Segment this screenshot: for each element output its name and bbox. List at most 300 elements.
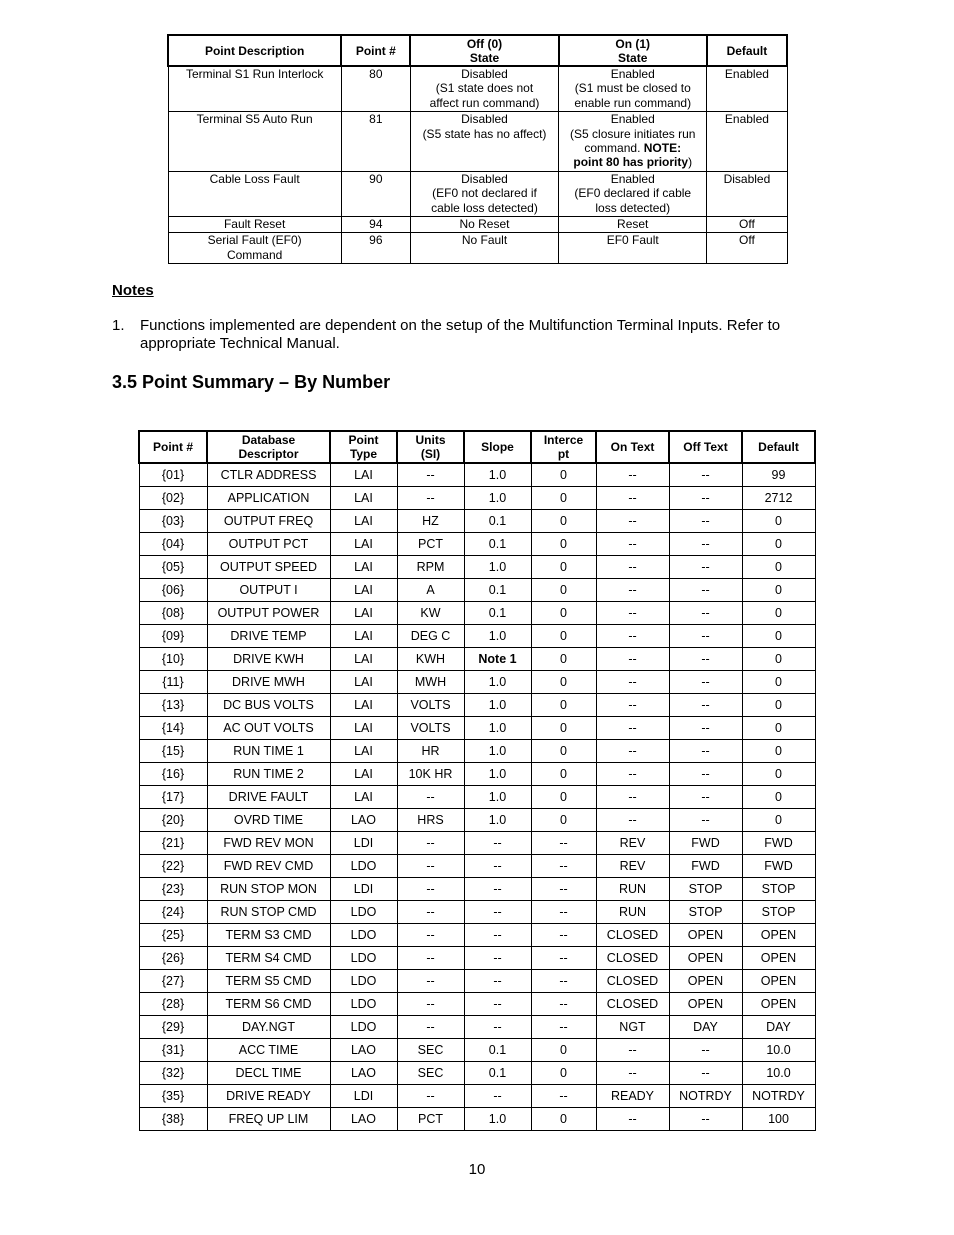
point-type-cell: LAI	[330, 510, 397, 533]
point-number-cell: {21}	[139, 832, 207, 855]
slope-cell: --	[464, 924, 531, 947]
slope-cell: 1.0	[464, 556, 531, 579]
point-number-cell: 80	[341, 66, 410, 112]
default-cell: STOP	[742, 878, 815, 901]
units-cell: --	[397, 901, 464, 924]
table-row	[168, 171, 787, 216]
default-cell: 0	[742, 533, 815, 556]
header-slope: Slope	[464, 431, 531, 463]
point-number-cell: {11}	[139, 671, 207, 694]
point-summary-table	[138, 430, 816, 1131]
page-number: 10	[468, 1161, 486, 1178]
table-row	[139, 1039, 815, 1062]
off-state-cell	[410, 171, 558, 216]
header-on-line: On (1)	[615, 36, 651, 51]
off-text-cell: --	[669, 1108, 742, 1131]
table-row	[139, 510, 815, 533]
cell-line: Enabled	[610, 112, 655, 127]
default-cell: NOTRDY	[742, 1085, 815, 1108]
point-description-cell	[168, 112, 341, 172]
point-description-cell	[168, 233, 341, 264]
table-row	[139, 832, 815, 855]
units-cell: VOLTS	[397, 717, 464, 740]
intercept-cell: 0	[531, 1039, 596, 1062]
point-type-cell: LAI	[330, 740, 397, 763]
intercept-cell: 0	[531, 809, 596, 832]
slope-cell: 1.0	[464, 694, 531, 717]
header-on-line: State	[618, 50, 648, 65]
intercept-cell: --	[531, 832, 596, 855]
on-text-cell: --	[596, 717, 669, 740]
slope-cell: 1.0	[464, 625, 531, 648]
on-text-cell: --	[596, 694, 669, 717]
point-type-cell: LAI	[330, 648, 397, 671]
on-text-cell: CLOSED	[596, 970, 669, 993]
intercept-cell: 0	[531, 533, 596, 556]
intercept-cell: --	[531, 993, 596, 1016]
table-row	[139, 924, 815, 947]
intercept-cell: --	[531, 1085, 596, 1108]
point-type-cell: LAI	[330, 533, 397, 556]
table-row	[168, 66, 787, 112]
table-row	[139, 1085, 815, 1108]
default-cell: STOP	[742, 901, 815, 924]
descriptor-cell: FREQ UP LIM	[207, 1108, 330, 1131]
point-type-cell: LDO	[330, 947, 397, 970]
cell-line: (S1 state does not	[435, 81, 534, 96]
off-text-cell: --	[669, 717, 742, 740]
header-off-state	[410, 35, 558, 66]
default-cell: Off	[707, 217, 787, 233]
table-row	[139, 694, 815, 717]
on-text-cell: NGT	[596, 1016, 669, 1039]
header-database-descriptor	[207, 431, 330, 463]
table-row	[139, 947, 815, 970]
off-text-cell: --	[669, 648, 742, 671]
default-cell: Disabled	[707, 171, 787, 216]
table-row	[139, 901, 815, 924]
descriptor-cell: OUTPUT PCT	[207, 533, 330, 556]
point-number-cell: {03}	[139, 510, 207, 533]
intercept-cell: 0	[531, 1062, 596, 1085]
slope-cell: 1.0	[464, 1108, 531, 1131]
descriptor-cell: ACC TIME	[207, 1039, 330, 1062]
off-text-cell: NOTRDY	[669, 1085, 742, 1108]
descriptor-cell: APPLICATION	[207, 487, 330, 510]
point-type-cell: LAI	[330, 602, 397, 625]
cell-line: affect run command)	[429, 95, 540, 110]
intercept-cell: 0	[531, 556, 596, 579]
intercept-cell: 0	[531, 625, 596, 648]
intercept-cell: 0	[531, 579, 596, 602]
intercept-cell: --	[531, 947, 596, 970]
point-number-cell: {05}	[139, 556, 207, 579]
descriptor-cell: DRIVE KWH	[207, 648, 330, 671]
point-number-cell: {22}	[139, 855, 207, 878]
units-cell: KWH	[397, 648, 464, 671]
point-number-cell: {29}	[139, 1016, 207, 1039]
cell-line: Terminal S1 Run Interlock	[185, 67, 324, 81]
slope-cell: 1.0	[464, 463, 531, 487]
point-description-cell	[168, 171, 341, 216]
on-text-cell: --	[596, 740, 669, 763]
units-cell: --	[397, 832, 464, 855]
units-cell: --	[397, 924, 464, 947]
units-cell: HZ	[397, 510, 464, 533]
off-text-cell: FWD	[669, 855, 742, 878]
point-number-cell: {27}	[139, 970, 207, 993]
cell-line: (S5 closure initiates run	[570, 126, 696, 141]
cell-line: Terminal S5 Auto Run	[196, 112, 313, 127]
descriptor-cell: CTLR ADDRESS	[207, 463, 330, 487]
units-cell: KW	[397, 602, 464, 625]
cell-line: (EF0 declared if cable	[574, 186, 692, 201]
units-cell: PCT	[397, 533, 464, 556]
descriptor-cell: RUN TIME 2	[207, 763, 330, 786]
on-state-cell	[559, 66, 707, 112]
slope-cell: 0.1	[464, 602, 531, 625]
header-default: Default	[707, 35, 787, 66]
intercept-cell: 0	[531, 648, 596, 671]
default-cell: 0	[742, 809, 815, 832]
point-number-cell: {23}	[139, 878, 207, 901]
units-cell: --	[397, 878, 464, 901]
on-text-cell: --	[596, 602, 669, 625]
table-row	[139, 1108, 815, 1131]
table-row	[168, 217, 787, 233]
slope-cell: --	[464, 1085, 531, 1108]
intercept-cell: 0	[531, 717, 596, 740]
intercept-cell: --	[531, 878, 596, 901]
units-cell: --	[397, 463, 464, 487]
cell-line: loss detected)	[595, 200, 671, 215]
point-type-cell: LAI	[330, 625, 397, 648]
point-number-cell: {14}	[139, 717, 207, 740]
on-text-cell: RUN	[596, 901, 669, 924]
cell-line: cable loss detected)	[431, 200, 538, 215]
table-header-row	[168, 35, 787, 66]
on-text-cell: CLOSED	[596, 924, 669, 947]
off-state-cell	[410, 217, 558, 233]
point-number-cell: 90	[341, 171, 410, 216]
point-type-cell: LAO	[330, 1108, 397, 1131]
header-point-description: Point Description	[168, 35, 341, 66]
point-number-cell: 94	[341, 217, 410, 233]
header-off-line: Off (0)	[466, 36, 503, 51]
default-cell: 0	[742, 556, 815, 579]
section-title: 3.5 Point Summary – By Number	[112, 372, 391, 392]
point-number-cell: {13}	[139, 694, 207, 717]
point-type-cell: LDO	[330, 855, 397, 878]
off-text-cell: OPEN	[669, 970, 742, 993]
intercept-cell: --	[531, 855, 596, 878]
units-cell: HR	[397, 740, 464, 763]
default-cell: OPEN	[742, 970, 815, 993]
off-text-cell: --	[669, 625, 742, 648]
table-row	[139, 763, 815, 786]
slope-cell: 1.0	[464, 671, 531, 694]
point-description-cell	[168, 66, 341, 112]
off-state-cell	[410, 66, 558, 112]
intercept-cell: --	[531, 924, 596, 947]
table-row	[139, 602, 815, 625]
point-number-cell: {25}	[139, 924, 207, 947]
default-cell: 100	[742, 1108, 815, 1131]
on-text-cell: --	[596, 625, 669, 648]
descriptor-cell: OUTPUT I	[207, 579, 330, 602]
default-cell: 10.0	[742, 1062, 815, 1085]
point-number-cell: {28}	[139, 993, 207, 1016]
descriptor-cell: DRIVE FAULT	[207, 786, 330, 809]
default-cell: 0	[742, 510, 815, 533]
table-header-row	[139, 431, 815, 463]
off-text-cell: --	[669, 763, 742, 786]
intercept-cell: --	[531, 901, 596, 924]
cell-line: Reset	[617, 217, 649, 232]
off-text-cell: --	[669, 510, 742, 533]
table-row	[139, 648, 815, 671]
point-type-cell: LDO	[330, 901, 397, 924]
header-point-type	[330, 431, 397, 463]
off-text-cell: STOP	[669, 878, 742, 901]
slope-cell: 1.0	[464, 786, 531, 809]
default-cell: 0	[742, 579, 815, 602]
default-cell: 0	[742, 671, 815, 694]
note-text: Functions implemented are dependent on the setup of the Multifunction Terminal Inputs. Refer to appropriate Technical Manual.	[140, 317, 781, 352]
point-type-cell: LDO	[330, 1016, 397, 1039]
header-point-number: Point #	[139, 431, 207, 463]
point-type-cell: LAI	[330, 579, 397, 602]
cell-line: Disabled	[461, 67, 508, 81]
intercept-cell: 0	[531, 671, 596, 694]
descriptor-cell: DRIVE READY	[207, 1085, 330, 1108]
descriptor-cell: DAY.NGT	[207, 1016, 330, 1039]
point-number-cell: {04}	[139, 533, 207, 556]
table-row	[139, 487, 815, 510]
units-cell: --	[397, 970, 464, 993]
default-cell: DAY	[742, 1016, 815, 1039]
default-cell: 0	[742, 740, 815, 763]
header-line: Database	[241, 433, 296, 447]
on-text-cell: CLOSED	[596, 993, 669, 1016]
header-line: Descriptor	[238, 447, 299, 461]
default-cell: 0	[742, 786, 815, 809]
point-number-cell: 96	[341, 233, 410, 264]
descriptor-cell: OUTPUT FREQ	[207, 510, 330, 533]
header-line: (SI)	[420, 447, 441, 461]
off-state-cell	[410, 112, 558, 172]
slope-cell: --	[464, 993, 531, 1016]
descriptor-cell: TERM S6 CMD	[207, 993, 330, 1016]
table-row	[168, 112, 787, 172]
on-text-cell: REV	[596, 855, 669, 878]
on-text-cell: --	[596, 510, 669, 533]
point-number-cell: {20}	[139, 809, 207, 832]
off-text-cell: --	[669, 533, 742, 556]
descriptor-cell: OVRD TIME	[207, 809, 330, 832]
on-state-cell	[559, 233, 707, 264]
intercept-cell: 0	[531, 694, 596, 717]
table-row	[168, 233, 787, 264]
units-cell: --	[397, 1016, 464, 1039]
on-text-cell: --	[596, 1039, 669, 1062]
off-text-cell: OPEN	[669, 924, 742, 947]
table-row	[139, 556, 815, 579]
intercept-cell: --	[531, 1016, 596, 1039]
slope-cell: 0.1	[464, 1039, 531, 1062]
on-text-cell: --	[596, 763, 669, 786]
table-row	[139, 970, 815, 993]
default-cell: OPEN	[742, 924, 815, 947]
table-row	[139, 786, 815, 809]
point-type-cell: LDO	[330, 924, 397, 947]
intercept-cell: 0	[531, 786, 596, 809]
off-text-cell: --	[669, 786, 742, 809]
default-cell: 0	[742, 763, 815, 786]
descriptor-cell: DC BUS VOLTS	[207, 694, 330, 717]
descriptor-cell: TERM S4 CMD	[207, 947, 330, 970]
off-text-cell: STOP	[669, 901, 742, 924]
off-text-cell: --	[669, 556, 742, 579]
slope-cell: Note 1	[464, 648, 531, 671]
cell-line: No Fault	[461, 233, 508, 248]
point-type-cell: LAI	[330, 487, 397, 510]
descriptor-cell: FWD REV MON	[207, 832, 330, 855]
on-text-cell: --	[596, 579, 669, 602]
point-number-cell: {09}	[139, 625, 207, 648]
default-cell: FWD	[742, 855, 815, 878]
on-text-cell: --	[596, 556, 669, 579]
off-text-cell: --	[669, 740, 742, 763]
units-cell: --	[397, 993, 464, 1016]
header-on-text: On Text	[596, 431, 669, 463]
table-row	[139, 717, 815, 740]
intercept-cell: 0	[531, 1108, 596, 1131]
slope-cell: 0.1	[464, 510, 531, 533]
slope-cell: 1.0	[464, 809, 531, 832]
slope-cell: --	[464, 832, 531, 855]
off-text-cell: --	[669, 1039, 742, 1062]
point-type-cell: LDI	[330, 878, 397, 901]
slope-cell: 1.0	[464, 487, 531, 510]
slope-cell: 1.0	[464, 763, 531, 786]
default-cell: FWD	[742, 832, 815, 855]
cell-line: (EF0 not declared if	[432, 186, 537, 201]
units-cell: RPM	[397, 556, 464, 579]
descriptor-cell: RUN STOP MON	[207, 878, 330, 901]
default-cell: Enabled	[707, 66, 787, 112]
on-state-cell	[559, 171, 707, 216]
on-state-cell	[559, 112, 707, 172]
units-cell: --	[397, 1085, 464, 1108]
off-text-cell: OPEN	[669, 947, 742, 970]
table-row	[139, 625, 815, 648]
cell-line: point 80 has priority)	[573, 155, 693, 170]
intercept-cell: 0	[531, 740, 596, 763]
units-cell: --	[397, 487, 464, 510]
slope-cell: --	[464, 878, 531, 901]
header-point-number: Point #	[341, 35, 410, 66]
on-text-cell: REV	[596, 832, 669, 855]
units-cell: DEG C	[397, 625, 464, 648]
on-text-cell: --	[596, 533, 669, 556]
default-cell: 0	[742, 602, 815, 625]
intercept-cell: --	[531, 970, 596, 993]
point-description-cell	[168, 217, 341, 233]
cell-line: Disabled	[461, 112, 508, 127]
descriptor-cell: RUN STOP CMD	[207, 901, 330, 924]
intercept-cell: 0	[531, 463, 596, 487]
default-cell: Enabled	[707, 112, 787, 172]
slope-cell: --	[464, 947, 531, 970]
table-row	[139, 463, 815, 487]
header-intercept	[531, 431, 596, 463]
slope-cell: 0.1	[464, 579, 531, 602]
header-line: Type	[349, 447, 378, 461]
default-cell: 0	[742, 648, 815, 671]
on-text-cell: --	[596, 463, 669, 487]
cell-line: enable run command)	[574, 95, 692, 110]
point-number-cell: {15}	[139, 740, 207, 763]
slope-cell: --	[464, 855, 531, 878]
intercept-cell: 0	[531, 602, 596, 625]
intercept-cell: 0	[531, 763, 596, 786]
off-text-cell: --	[669, 579, 742, 602]
point-number-cell: {24}	[139, 901, 207, 924]
point-number-cell: {02}	[139, 487, 207, 510]
cell-line: EF0 Fault	[606, 233, 659, 248]
slope-cell: 1.0	[464, 717, 531, 740]
off-text-cell: --	[669, 602, 742, 625]
point-number-cell: {26}	[139, 947, 207, 970]
off-text-cell: --	[669, 487, 742, 510]
default-cell: 2712	[742, 487, 815, 510]
point-type-cell: LAO	[330, 809, 397, 832]
table-row	[139, 855, 815, 878]
point-type-cell: LDO	[330, 970, 397, 993]
on-text-cell: READY	[596, 1085, 669, 1108]
cell-line: Disabled	[461, 171, 508, 186]
on-text-cell: --	[596, 809, 669, 832]
header-line: pt	[557, 447, 570, 461]
descriptor-cell: TERM S3 CMD	[207, 924, 330, 947]
cell-line: Cable Loss Fault	[209, 171, 300, 186]
units-cell: --	[397, 786, 464, 809]
slope-cell: 0.1	[464, 533, 531, 556]
point-number-cell: {35}	[139, 1085, 207, 1108]
point-number-cell: {08}	[139, 602, 207, 625]
descriptor-cell: OUTPUT SPEED	[207, 556, 330, 579]
header-line: Units	[415, 433, 446, 447]
cell-line: Enabled	[610, 171, 655, 186]
point-number-cell: {01}	[139, 463, 207, 487]
on-state-cell	[559, 217, 707, 233]
point-number-cell: {31}	[139, 1039, 207, 1062]
off-text-cell: --	[669, 1062, 742, 1085]
default-cell: OPEN	[742, 993, 815, 1016]
default-cell: 10.0	[742, 1039, 815, 1062]
header-units	[397, 431, 464, 463]
off-text-cell: OPEN	[669, 993, 742, 1016]
on-text-cell: --	[596, 671, 669, 694]
point-type-cell: LAI	[330, 717, 397, 740]
note-number: 1.	[112, 317, 125, 334]
units-cell: SEC	[397, 1039, 464, 1062]
cell-line: Fault Reset	[223, 217, 286, 232]
table-row	[139, 809, 815, 832]
descriptor-cell: FWD REV CMD	[207, 855, 330, 878]
on-text-cell: CLOSED	[596, 947, 669, 970]
